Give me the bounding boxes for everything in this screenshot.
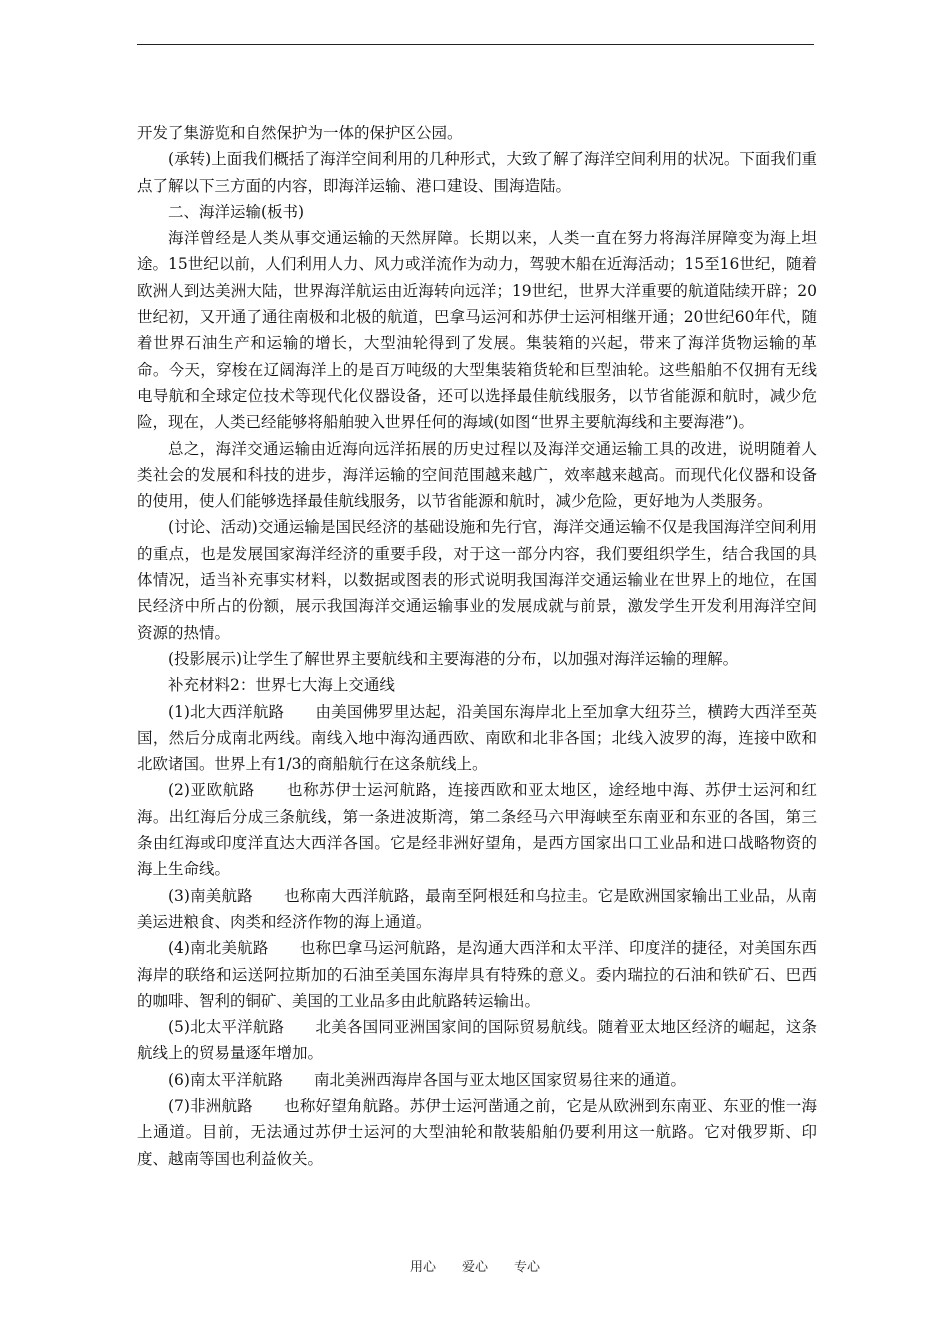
- paragraph-summary: 总之，海洋交通运输由近海向远洋拓展的历史过程以及海洋交通运输工具的改进，说明随着人类社会的发展和科技的进步，海洋运输的空间范围越来越广，效率越来越高。而现代化仪器和设备的使用，使人们能够选择最佳航线服务，以节省能源和航时，减少危险，更好地为人类服务。: [137, 439, 817, 511]
- paragraph-transition: (承转)上面我们概括了海洋空间利用的几种形式，大致了解了海洋空间利用的状况。下面我们重点了解以下三方面的内容，即海洋运输、港口建设、围海造陆。: [137, 150, 817, 195]
- route-north-atlantic: (1)北大西洋航路 由美国佛罗里达起，沿美国东海岸北上至加拿大纽芬兰，横跨大西洋至英国，然后分成南北两线。南线入地中海沟通西欧、南欧和北非各国；北线入波罗的海，连接中欧和北欧诸国。世界上有1/3的商船航行在这条航线上。: [137, 702, 817, 774]
- route-asia-europe: (2)亚欧航路 也称苏伊士运河航路，连接西欧和亚太地区，途经地中海、苏伊士运河和红海。出红海后分成三条航线，第一条进波斯湾，第二条经马六甲海峡至东南亚和东亚的各国，第三条由红海或印度洋直达大西洋各国。它是经非洲好望角，是西方国家出口工业品和进口战略物资的海上生命线。: [137, 781, 817, 879]
- paragraph-history: 海洋曾经是人类从事交通运输的天然屏障。长期以来，人类一直在努力将海洋屏障变为海上坦途。15世纪以前，人们利用人力、风力或洋流作为动力，驾驶木船在近海活动；15至16世纪，随着欧洲人到达美洲大陆，世界海洋航运由近海转向远洋；19世纪，世界大洋重要的航道陆续开辟；20世纪初，又开通了通往南极和北极的航道，巴拿马运河和苏伊士运河相继开通；20世纪60年代，随着世界石油生产和运输的增长，大型油轮得到了发展。集装箱的兴起，带来了海洋货物运输的革命。今天，穿梭在辽阔海洋上的是百万吨级的大型集装箱货轮和巨型油轮。这些船舶不仅拥有无线电导航和全球定位技术等现代化仪器设备，还可以选择最佳航线服务，以节省能源和航时，减少危险，现在，人类已经能够将船舶驶入世界任何的海域(如图“世界主要航海线和主要海港”)。: [137, 229, 817, 432]
- route-north-south-america: (4)南北美航路 也称巴拿马运河航路，是沟通大西洋和太平洋、印度洋的捷径，对美国东西海岸的联络和运送阿拉斯加的石油至美国东海岸具有特殊的意义。委内瑞拉的石油和铁矿石、巴西的咖啡、智利的铜矿、美国的工业品多由此航路转运输出。: [137, 939, 817, 1010]
- section-heading-ocean-transport: 二、海洋运输(板书): [168, 202, 305, 221]
- paragraph-discussion: (讨论、活动)交通运输是国民经济的基础设施和先行官，海洋交通运输不仅是我国海洋空间利用的重点，也是发展国家海洋经济的重要手段，对于这一部分内容，我们要组织学生，结合我国的具体情况，适当补充事实材料，以数据或图表的形式说明我国海洋交通运输业在世界上的地位，在国民经济中所占的份额，展示我国海洋交通运输事业的发展成就与前景，激发学生开发利用海洋空间资源的热情。: [137, 518, 817, 642]
- document-body: [137, 120, 817, 1172]
- paragraph-continuation: 开发了集游览和自然保护为一体的保护区公园。: [137, 124, 463, 142]
- header-rule: [137, 44, 814, 45]
- route-north-pacific: (5)北太平洋航路 北美各国同亚洲国家间的国际贸易航线。随着亚太地区经济的崛起，这条航线上的贸易量逐年增加。: [137, 1018, 817, 1063]
- route-south-america: (3)南美航路 也称南大西洋航路，最南至阿根廷和乌拉圭。它是欧洲国家输出工业品，从南美运进粮食、肉类和经济作物的海上通道。: [137, 886, 817, 931]
- route-africa: (7)非洲航路 也称好望角航路。苏伊士运河凿通之前，它是从欧洲到东南亚、东亚的惟一海上通道。目前，无法通过苏伊士运河的大型油轮和散装船舶仍要利用这一航路。它对俄罗斯、印度、越南等国也利益攸关。: [137, 1096, 817, 1168]
- route-south-pacific: (6)南太平洋航路 南北美洲西海岸各国与亚太地区国家贸易往来的通道。: [168, 1070, 686, 1089]
- paragraph-projection: (投影展示)让学生了解世界主要航线和主要海港的分布，以加强对海洋运输的理解。: [168, 649, 739, 668]
- page-footer: 用心 爱心 专心: [409, 1260, 540, 1275]
- supplement-heading: 补充材料2：世界七大海上交通线: [168, 676, 395, 695]
